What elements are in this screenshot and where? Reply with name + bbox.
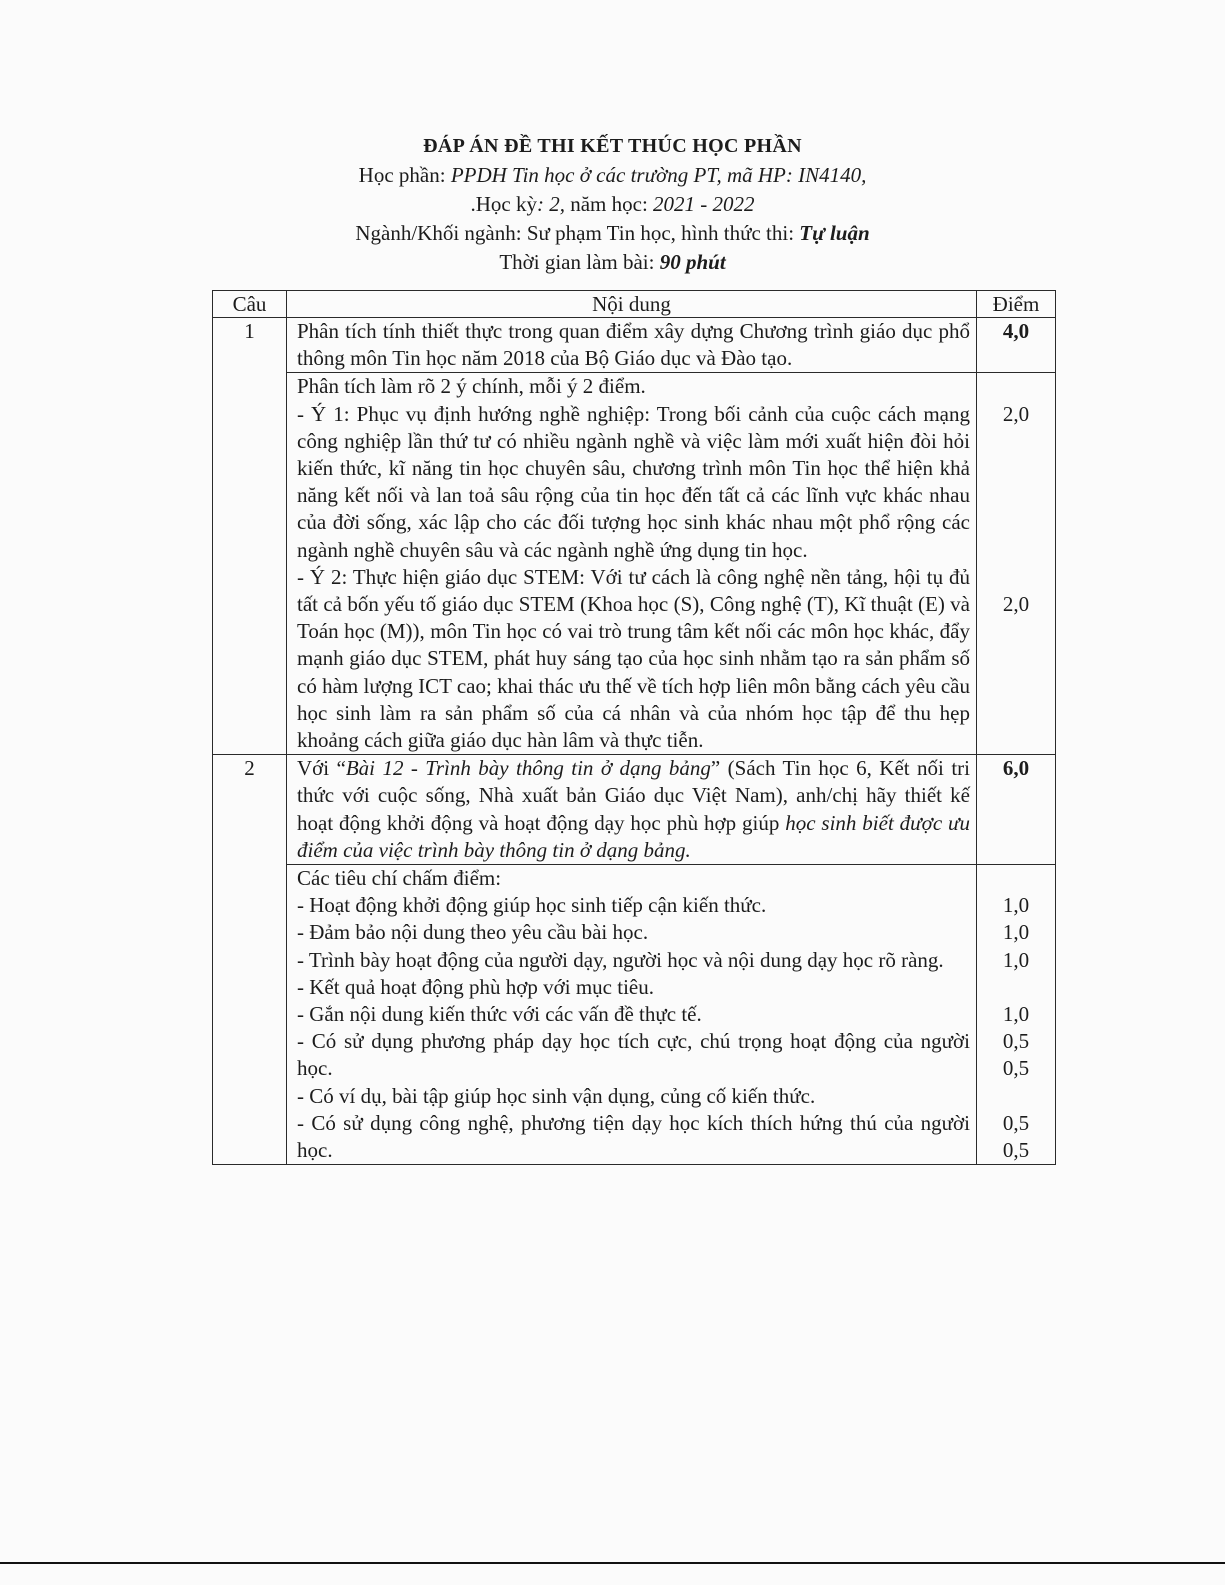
q1-answer <box>287 373 977 755</box>
criterion-5: - Gắn nội dung kiến thức với các vấn đề thực tế. <box>297 1002 702 1027</box>
criterion-4: - Kết quả hoạt động phù hợp với mục tiêu. <box>297 974 654 999</box>
criterion-8-points: 0,5 <box>1002 1138 1030 1163</box>
year-value: 2021 - 2022 <box>653 192 755 216</box>
q1-number: 1 <box>213 318 287 755</box>
major-label: Ngành/Khối ngành: Sư phạm Tin học, hình thức thi: <box>355 221 800 245</box>
header-content: Nội dung <box>287 291 977 318</box>
criteria-title: Các tiêu chí chấm điểm: <box>297 866 502 891</box>
criterion-2: - Đảm bảo nội dung theo yêu cầu bài học. <box>297 920 649 945</box>
time-value: 90 phút <box>659 250 726 274</box>
q1-answer-points <box>977 373 1056 755</box>
q1-question: Phân tích tính thiết thực trong quan điểm xây dựng Chương trình giáo dục phổ thông môn Tin học năm 2018 của Bộ Giáo dục và Đào tạo. <box>287 318 977 373</box>
criterion-6: - Có sử dụng phương pháp dạy học tích cực, chú trọng hoạt động của người học. <box>297 1029 970 1081</box>
year-label: năm học: <box>564 192 654 216</box>
semester-label: .Học kỳ <box>470 192 537 216</box>
criterion-4-points: 1,0 <box>1002 1002 1030 1027</box>
answer-table <box>212 290 1056 1165</box>
exam-format-value: Tự luận <box>799 221 870 245</box>
course-line <box>0 161 1225 190</box>
table-row <box>213 865 1056 1165</box>
header-question: Câu <box>213 291 287 318</box>
q1-idea2-points: 2,0 <box>1002 591 1030 616</box>
scan-edge-line <box>0 1562 1225 1564</box>
criterion-2-points: 1,0 <box>1002 920 1030 945</box>
q1-intro: Phân tích làm rõ 2 ý chính, mỗi ý 2 điểm. <box>297 374 646 399</box>
criterion-5-points: 0,5 <box>1002 1029 1030 1054</box>
q1-idea1-points: 2,0 <box>1002 401 1030 426</box>
q2-number: 2 <box>213 755 287 1165</box>
time-line <box>0 248 1225 277</box>
table-row <box>213 755 1056 865</box>
criterion-1-points: 1,0 <box>1002 893 1030 918</box>
time-label: Thời gian làm bài: <box>499 250 660 274</box>
major-line <box>0 219 1225 248</box>
q2-criteria <box>287 865 977 1165</box>
criterion-7-points: 0,5 <box>1002 1110 1030 1135</box>
q1-points: 4,0 <box>977 318 1056 373</box>
q2-goal: học sinh biết được ưu điểm của việc trình bày thông tin ở dạng bảng. <box>297 810 970 862</box>
table-row <box>213 373 1056 755</box>
q2-lesson-title: Bài 12 - Trình bày thông tin ở dạng bảng <box>345 756 711 781</box>
criterion-7: - Có ví dụ, bài tập giúp học sinh vận dụng, củng cố kiến thức. <box>297 1083 816 1108</box>
q2-points: 6,0 <box>977 755 1056 865</box>
table-row <box>213 318 1056 373</box>
q1-idea2: - Ý 2: Thực hiện giáo dục STEM: Với tư cách là công nghệ nền tảng, hội tụ đủ tất cả bốn yếu tố giáo dục STEM (Khoa học (S), Công nghệ (T), Kĩ thuật (E) và Toán học (M)), môn Tin học có vai trò trung tâm kết nối các môn học khác, đẩy mạnh giáo dục STEM, phát huy sáng tạo của học sinh nhằm tạo ra sản phẩm số có hàm lượng ICT cao; khai thác ưu thế về tích hợp liên môn bằng cách yêu cầu học sinh làm ra sản phẩm số của cá nhân và của nhóm học tập để thu hẹp khoảng cách giữa giáo dục hàn lâm và thực tiễn. <box>297 564 970 753</box>
course-value: PPDH Tin học ở các trường PT, mã HP: IN4140, <box>450 163 867 187</box>
q2-pre: Với “ <box>297 756 346 781</box>
semester-line <box>0 190 1225 219</box>
q2-mid: ” (Sách Tin học 6, Kết nối tri thức với cuộc sống, Nhà xuất bản Giáo dục Việt Nam), anh/chị hãy thiết kế hoạt động khởi động và hoạt động dạy học phù hợp giúp <box>297 756 970 835</box>
criterion-3: - Trình bày hoạt động của người dạy, người học và nội dung dạy học rõ ràng. <box>297 947 944 972</box>
criterion-6-points: 0,5 <box>1002 1056 1030 1081</box>
q2-question <box>287 755 977 865</box>
q1-idea1: - Ý 1: Phục vụ định hướng nghề nghiệp: Trong bối cảnh của cuộc cách mạng công nghiệp lần thứ tư có nhiều ngành nghề và việc làm mới xuất hiện đòi hỏi kiến thức, kĩ năng tin học chuyên sâu, chương trình môn Tin học thể hiện khả năng kết nối và lan toả sâu rộng của tin học đến tất cả các lĩnh vực khác nhau của đời sống, xác lập cho các đối tượng học sinh khác nhau một phổ rộng các ngành nghề chuyên sâu và các ngành nghề ứng dụng tin học. <box>297 401 970 562</box>
table-header-row <box>213 291 1056 318</box>
document-title: ĐÁP ÁN ĐỀ THI KẾT THÚC HỌC PHẦN <box>423 135 802 157</box>
semester-value: : 2, <box>536 192 565 216</box>
q2-criteria-points <box>977 865 1056 1165</box>
criterion-3-points: 1,0 <box>1002 947 1030 972</box>
criterion-1: - Hoạt động khởi động giúp học sinh tiếp cận kiến thức. <box>297 893 767 918</box>
header-points: Điểm <box>977 291 1056 318</box>
criterion-8: - Có sử dụng công nghệ, phương tiện dạy học kích thích hứng thú của người học. <box>297 1110 970 1163</box>
course-label: Học phần: <box>358 163 451 187</box>
document-header <box>0 132 1225 277</box>
